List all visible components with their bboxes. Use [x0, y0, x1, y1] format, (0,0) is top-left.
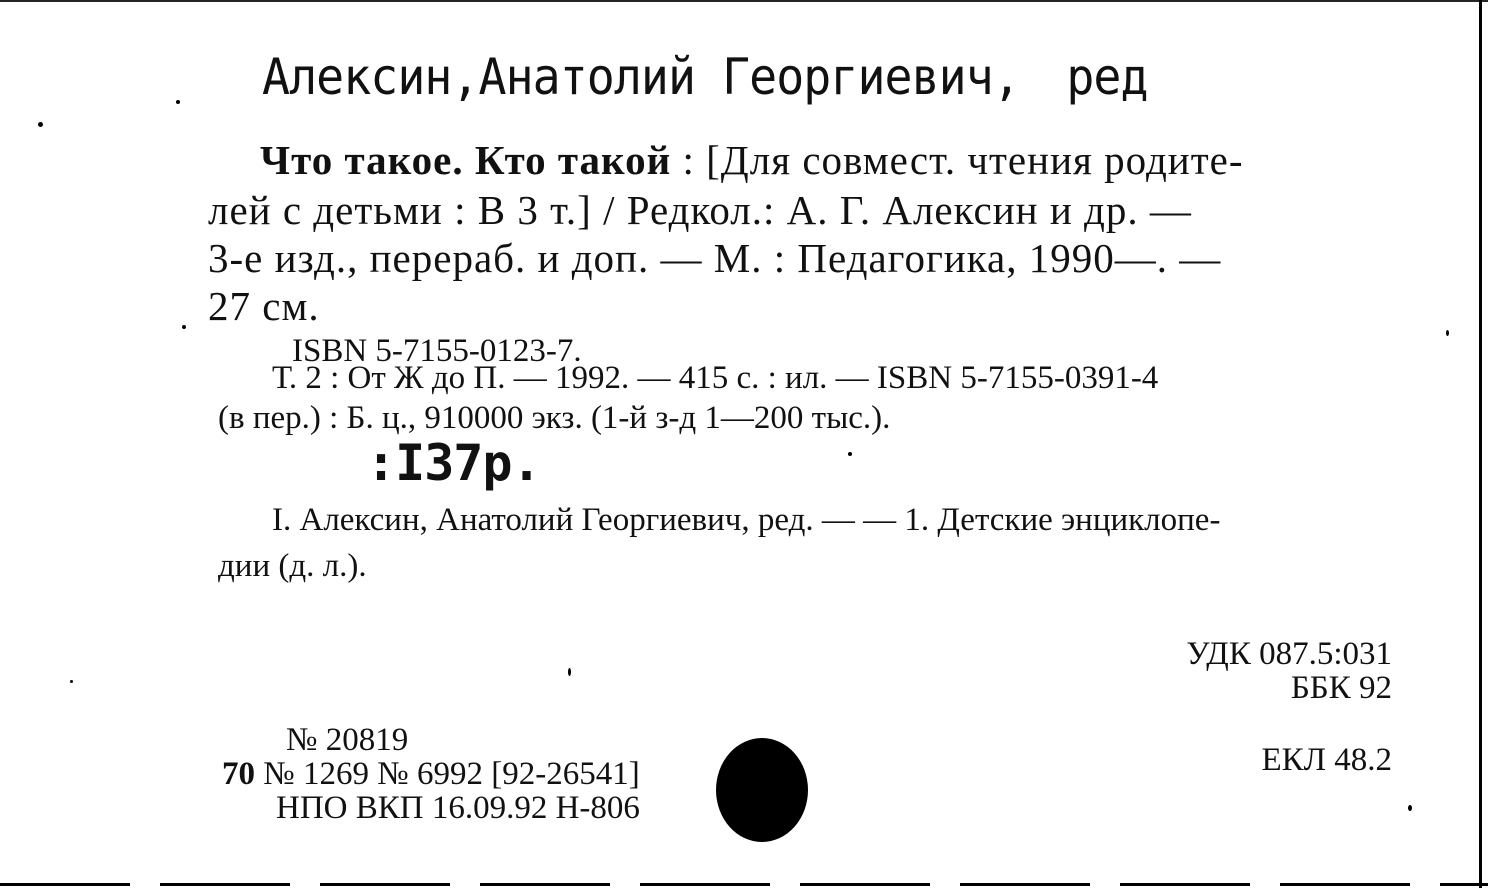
scan-speck	[1408, 805, 1412, 811]
call-number: :I37р.	[366, 434, 541, 492]
description-line-4: 27 см.	[208, 283, 320, 329]
description-line-2: лей с детьми : В 3 т.] / Редкол.: А. Г. Алексин и др. —	[208, 187, 1192, 233]
description-line-3: 3-е изд., перераб. и доп. — М. : Педагогика, 1990—. —	[208, 235, 1222, 281]
footer-line-2-prefix: 70	[222, 756, 255, 792]
card-top-edge	[0, 0, 1488, 2]
volume-line-1: Т. 2 : От Ж до П. — 1992. — 415 с. : ил. — ISBN 5-7155-0391-4	[272, 360, 1159, 396]
author-heading	[262, 48, 1148, 106]
description-line-1-rest: : [Для совмест. чтения родите-	[671, 137, 1244, 183]
footer-line-2-text: № 1269 № 6992 [92-26541]	[263, 756, 640, 792]
card-bottom-edge	[0, 883, 1488, 886]
scan-speck	[568, 668, 571, 676]
isbn-main: ISBN 5-7155-0123-7.	[292, 333, 582, 369]
volume-line-2: (в пер.) : Б. ц., 910000 экз. (1-й з-д 1—200 тыс.).	[218, 400, 891, 436]
scan-speck	[176, 100, 180, 104]
card-right-edge	[1479, 0, 1482, 888]
book-title: Что такое. Кто такой	[260, 137, 672, 183]
scan-speck	[70, 680, 73, 683]
tracing-line-1: I. Алексин, Анатолий Георгиевич, ред. — — 1. Детские энциклопе-	[272, 502, 1221, 538]
author-name: Алексин,Анатолий Георгиевич,	[262, 48, 1020, 106]
footer-number: № 20819	[286, 722, 409, 758]
udk-code: УДК 087.5:031	[1186, 636, 1392, 672]
footer-line-2	[222, 758, 640, 791]
ink-blot	[716, 738, 808, 842]
footer-line-3: НПО ВКП 16.09.92 Н-806	[276, 790, 640, 826]
scan-speck	[38, 122, 43, 127]
ekl-code: ЕКЛ 48.2	[1261, 742, 1392, 778]
scan-speck	[182, 325, 186, 329]
description-line-1	[260, 137, 1244, 183]
scan-speck	[848, 452, 852, 456]
author-role: ред	[1066, 48, 1148, 106]
scan-speck	[1446, 330, 1449, 336]
tracing-line-2: дии (д. л.).	[218, 548, 367, 584]
bbk-code: ББК 92	[1290, 670, 1392, 706]
